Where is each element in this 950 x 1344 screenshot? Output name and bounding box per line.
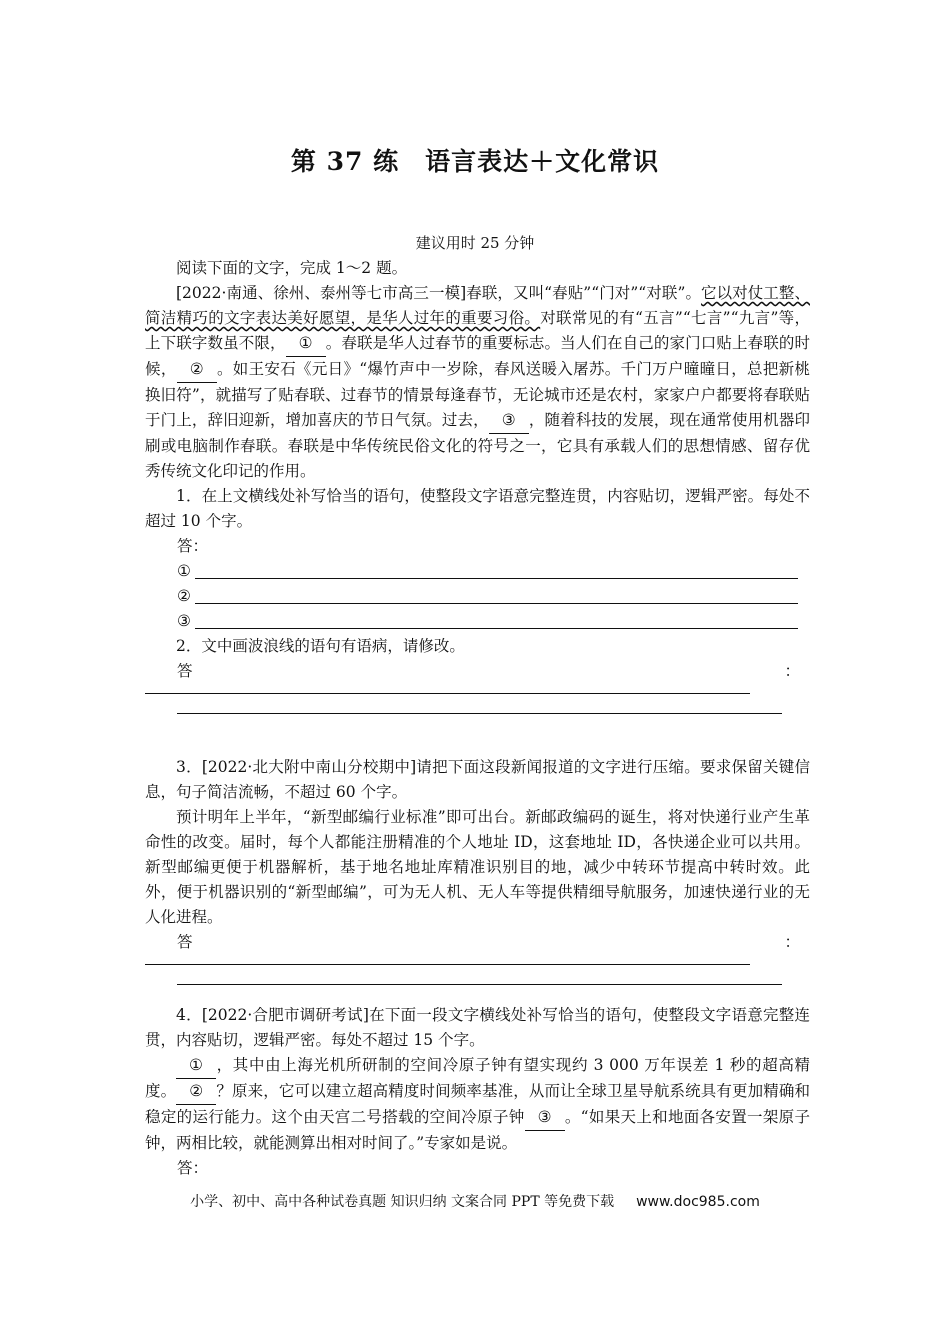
answer-line-3 xyxy=(177,609,810,634)
footer xyxy=(0,1191,950,1211)
answer-colon: ： xyxy=(784,662,800,680)
answer-rule xyxy=(195,603,798,604)
passage-text: 。春联是华人过春节的重要标志。当人们在自己的家门口贴上春联的时候， xyxy=(145,334,810,378)
answer-label-row xyxy=(177,534,810,559)
section-passage-1 xyxy=(145,256,810,714)
answer-line-2 xyxy=(177,584,810,609)
answer-label: 答： xyxy=(177,1159,209,1177)
passage-text: [2022·南通、徐州、泰州等七市高三一模]春联，又叫“春贴”“门对”“对联”。 xyxy=(176,284,702,302)
passage-text: 对联常见的有“五言”“七言”“九言”等，上下联字数虽不限， xyxy=(145,309,810,352)
answer-label: 答 xyxy=(177,662,193,680)
answer-label-row xyxy=(177,1156,810,1181)
passage-text: 。“如果天上和地面各安置一架原子钟，两相比较，就能测算出相对时间了。”专家如是说。 xyxy=(145,1108,810,1152)
answer-line-1 xyxy=(177,559,810,584)
answer-rule xyxy=(177,712,782,714)
answer-line-number: ② xyxy=(177,587,191,605)
blank-1: ① xyxy=(286,331,326,357)
blank-3: ③ xyxy=(489,408,529,434)
blank-2: ② xyxy=(177,357,217,383)
answer-line-number: ① xyxy=(177,562,191,580)
answer-line-number: ③ xyxy=(177,612,191,630)
answer-label: 答 xyxy=(177,933,193,951)
answer-label: 答： xyxy=(177,537,209,555)
footer-url[interactable]: www.doc985.com xyxy=(636,1194,760,1210)
blank-2: ② xyxy=(176,1079,216,1105)
news-passage: 预计明年上半年，“新型邮编行业标准”即可出台。新邮政编码的诞生，将对快递行业产生革命性的改变。届时，每个人都能注册精准的个人地址 ID，这套地址 ID，各快递企业可以共用。新型邮编更便于机器解析，基于地名地址库精准识别目的地，减少中转环节提高中转时效。此外，便于机器识别的“新型邮编”，可为无人机、无人车等提供精细导航服务，加速快递行业的无人化进程。 xyxy=(145,808,810,926)
answer-colon: ： xyxy=(784,933,800,951)
question-1: 1．在上文横线处补写恰当的语句，使整段文字语意完整连贯，内容贴切，逻辑严密。每处不超过 10 个字。 xyxy=(145,487,810,530)
answer-rule xyxy=(195,578,798,579)
footer-text: 小学、初中、高中各种试卷真题 知识归纳 文案合同 PPT 等免费下载 xyxy=(190,1194,615,1210)
section-question-4 xyxy=(145,1003,810,1181)
question-3: 3．[2022·北大附中南山分校期中]请把下面这段新闻报道的文字进行压缩。要求保留关键信息，句子简洁流畅，不超过 60 个字。 xyxy=(145,758,810,801)
page-title: 第 37 练 语言表达＋文化常识 xyxy=(290,147,660,176)
passage-text: ？原来，它可以建立超高精度时间频率基准，从而让全球卫星导航系统具有更加精确和稳定的运行能力。这个由天宫二号搭载的空间冷原子钟 xyxy=(145,1082,810,1126)
answer-rule xyxy=(177,983,782,985)
answer-head xyxy=(145,659,810,684)
atomic-clock-passage xyxy=(145,1053,810,1156)
passage-text: ，随着科技的发展，现在通常使用机器印刷或电脑制作春联。春联是中华传统民俗文化的符号之一，它具有承载人们的思想情感、留存优秀传统文化印记的作用。 xyxy=(145,411,810,480)
passage-text: 。如王安石《元日》“爆竹声中一岁除，春风送暖入屠苏。千门万户曈曈日，总把新桃换旧符”，就描写了贴春联、过春节的情景每逢春节，无论城市还是农村，家家户户都要将春联贴于门上，辞旧迎新，增加喜庆的节日气氛。过去， xyxy=(145,360,810,429)
answer-rule xyxy=(145,963,750,965)
blank-1: ① xyxy=(176,1053,216,1079)
answer-rule xyxy=(145,692,750,694)
passage-spring-couplets xyxy=(145,281,810,484)
passage-text: ，其中由上海光机所研制的空间冷原子钟有望实现约 3 000 万年误差 1 秒的超高精度。 xyxy=(145,1056,810,1100)
question-4: 4．[2022·合肥市调研考试]在下面一段文字横线处补写恰当的语句，使整段文字语意完整连贯，内容贴切，逻辑严密。每处不超过 15 个字。 xyxy=(145,1006,810,1049)
wavy-underlined-sentence: 它以对仗工整、简洁精巧的文字表达美好愿望，是华人过年的重要习俗。 xyxy=(145,284,810,327)
question-2: 2．文中画波浪线的语句有语病，请修改。 xyxy=(176,637,465,655)
blank-3: ③ xyxy=(525,1105,565,1131)
answer-rule xyxy=(195,628,798,629)
answer-head xyxy=(145,930,810,955)
section-question-3 xyxy=(145,755,810,985)
reading-instruction: 阅读下面的文字，完成 1～2 题。 xyxy=(176,259,408,277)
time-hint: 建议用时 25 分钟 xyxy=(415,234,535,252)
